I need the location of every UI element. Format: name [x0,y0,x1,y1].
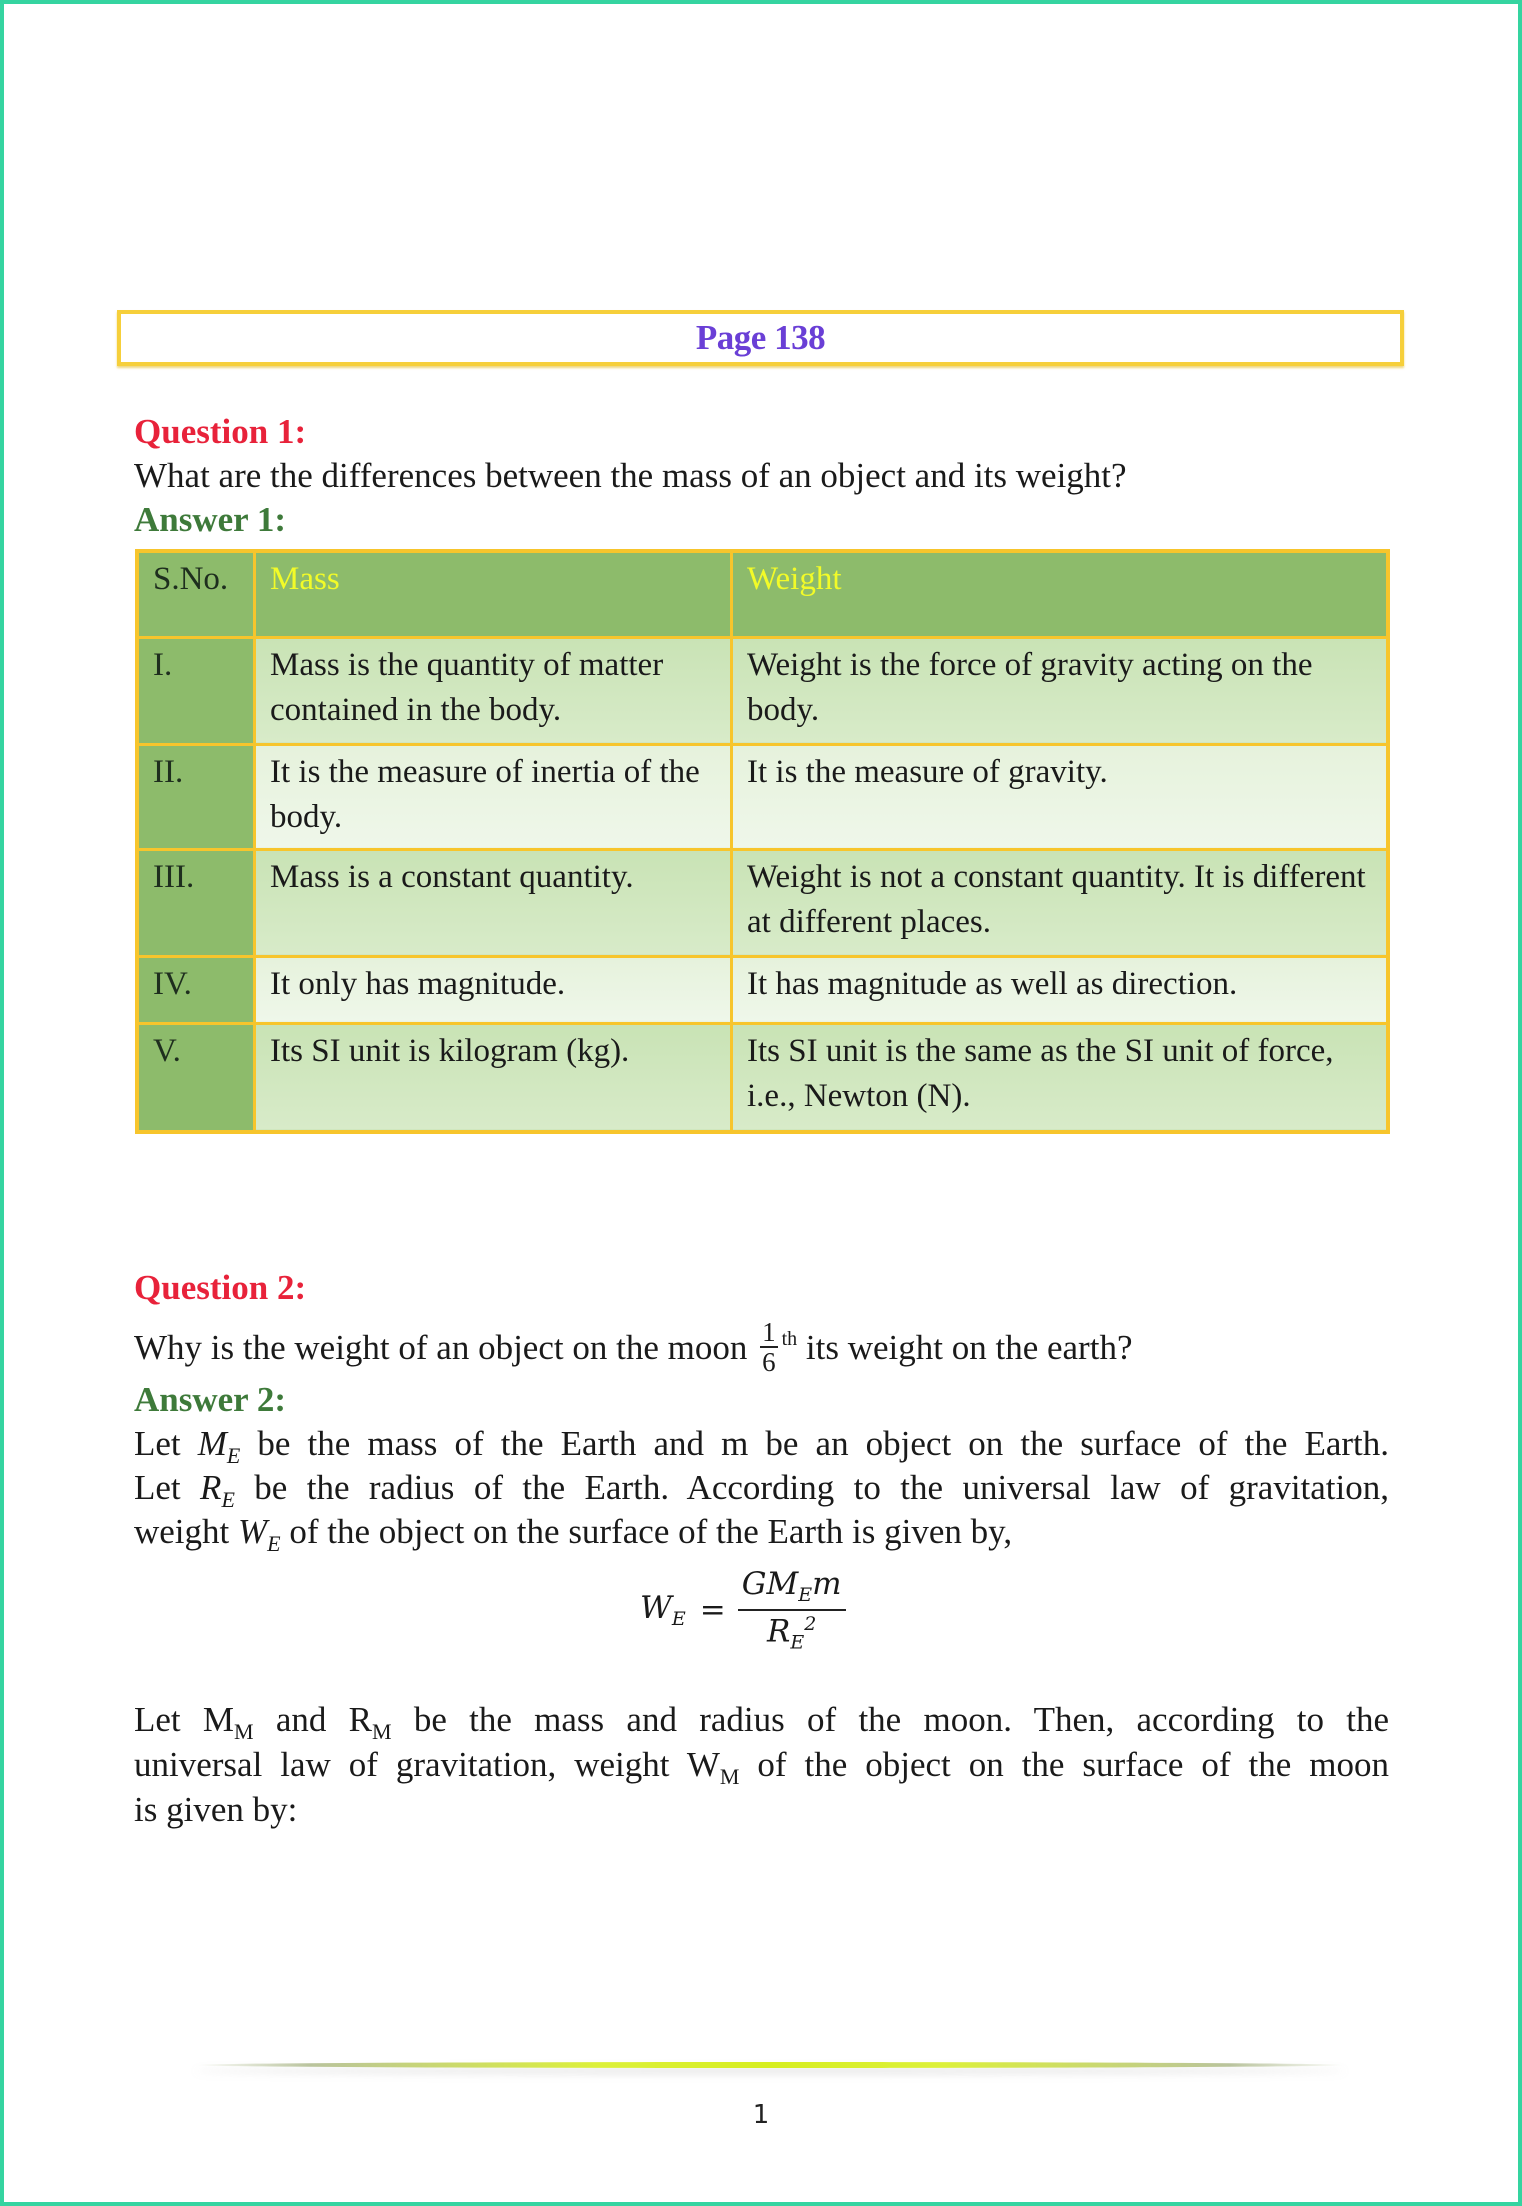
formula-fraction [738,1566,846,1654]
question-2-text [134,1317,1133,1380]
answer-2-para1-line3: weight $W_E$ of the object on the surface of the Earth is given by, [134,1512,1013,1556]
answer-2-para1-line1: Let $M_E$ be the mass of the Earth and m be an object on the surface of the Earth. [134,1424,1389,1468]
row-mass: Mass is a constant quantity. [255,849,732,956]
row-sno: IV. [137,956,255,1023]
row-mass: It only has magnitude. [255,956,732,1023]
question-1-heading: Question 1: [134,412,307,451]
formula-equals: = [699,1591,726,1628]
row-sno: II. [137,744,255,849]
answer-2-heading: Answer 2: [134,1380,286,1419]
weight-earth-formula [640,1566,846,1654]
footer-divider [195,2062,1345,2068]
header-sno: S.No. [137,551,255,637]
question-2-text-after: its weight on the earth? [805,1328,1133,1368]
fraction-suffix: th [781,1328,798,1351]
answer-1-heading: Answer 1: [134,500,286,539]
table-row [137,1023,1388,1132]
row-sno: I. [137,637,255,744]
row-mass: Its SI unit is kilogram (kg). [255,1023,732,1132]
table-row [137,956,1388,1023]
question-2-text-before: Why is the weight of an object on the moon [134,1328,748,1368]
formula-denominator: $R_E^2$ [766,1613,817,1654]
row-sno: V. [137,1023,255,1132]
table-header-row [137,551,1388,637]
row-mass: Mass is the quantity of matter contained in the body. [255,637,732,744]
header-weight: Weight [732,551,1389,637]
page-banner [117,310,1404,366]
question-2-heading: Question 2: [134,1268,307,1307]
table-row [137,849,1388,956]
fraction-one-sixth: $\frac{1}{6}$ [762,1317,776,1377]
table-row [137,744,1388,849]
row-mass: It is the measure of inertia of the body. [255,744,732,849]
formula-lhs: $W_E$ [640,1589,686,1630]
row-sno: III. [137,849,255,956]
row-weight: Weight is the force of gravity acting on the body. [732,637,1389,744]
answer-2-para2-line1: Let $M_M$ and $R_M$ be the mass and radius of the moon. Then, according to the [134,1700,1390,1744]
question-1-text: What are the differences between the mass of an object and its weight? [134,456,1127,495]
answer-2-para2-line3: is given by: [134,1790,298,1829]
row-weight: It has magnitude as well as direction. [732,956,1389,1023]
row-weight: It is the measure of gravity. [732,744,1389,849]
table-row [137,637,1388,744]
row-weight: Weight is not a constant quantity. It is different at different places. [732,849,1389,956]
mass-weight-table [135,549,1390,1134]
row-weight: Its SI unit is the same as the SI unit of force, i.e., Newton (N). [732,1023,1389,1132]
formula-numerator: $GM_Em$ [738,1566,846,1611]
page-number: 1 [752,2100,770,2130]
header-mass: Mass [255,551,732,637]
page-banner-label: Page 138 [695,318,826,357]
answer-2-para1-line2: Let $R_E$ be the radius of the Earth. According to the universal law of gravitation, [134,1468,1390,1512]
answer-2-para2-line2: universal law of gravitation, weight $W_M$ of the object on the surface of the moon [134,1745,1389,1789]
